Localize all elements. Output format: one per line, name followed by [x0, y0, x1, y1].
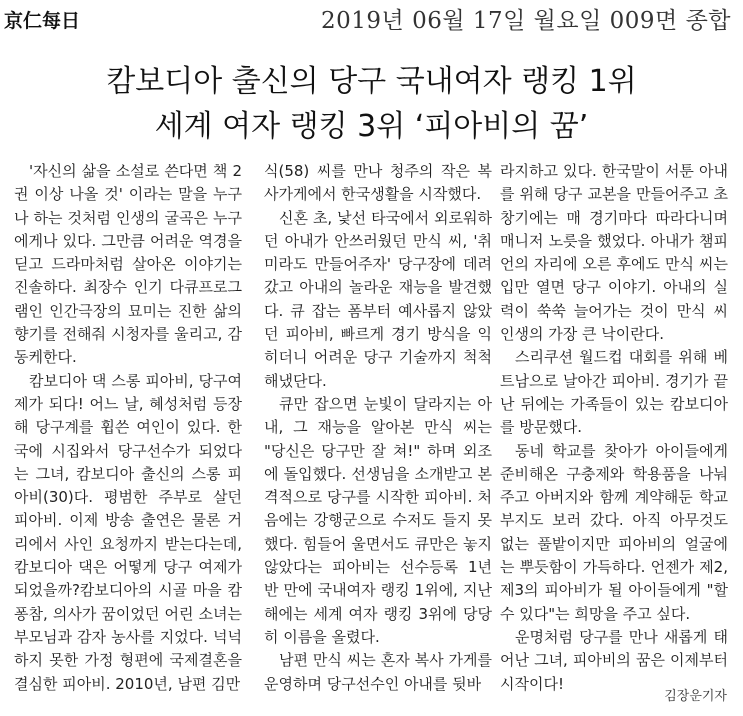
paragraph: 식(58) 씨를 만나 청주의 작은 복사가게에서 한국생활을 시작했다. — [264, 162, 492, 204]
paragraph: 운명처럼 당구를 만나 새롭게 태어난 그녀, 피아비의 꿈은 이제부터 시작이다! — [500, 627, 728, 693]
paragraph: '자신의 삶을 소설로 쓴다면 책 2권 이상 나올 것' 이라는 말을 누구나 하는 것처럼 인생의 굴곡은 누구에게나 있다. 그만큼 어려운 역경을 딛고 드라마처럼 살아온 이야기는 진솔하다. 최장수 인기 다큐프로그램인 인간극장의 묘미는 진한 삶의 향기를 전해줘 시청자를 울리고, 감동케한다. — [14, 162, 242, 367]
headline-line-1: 캄보디아 출신의 당구 국내여자 랭킹 1위 — [106, 64, 637, 99]
byline: 김장운기자 — [664, 689, 727, 704]
paragraph: 큐만 잡으면 눈빛이 달라지는 아내, 그 재능을 알아본 만식 씨는 "당신은 당구만 잘 쳐!" 하며 외조에 돌입했다. 선생님을 소개받고 본격적으로 당구를 시작한 피아비. 처음에는 강행군으로 수저도 들지 못했다. 힘들어 울면서도 큐만은 놓지 않았다는 피아비는 선수등록 1년 반 만에 국내여자 랭킹 1위에, 지난해에는 세계 여자 랭킹 3위에 당당히 이름을 올렸다. — [264, 394, 492, 646]
paragraph: 스리쿠션 월드컵 대회를 위해 베트남으로 날아간 피아비. 경기가 끝난 뒤에는 가족들이 있는 캄보디아를 방문했다. — [500, 348, 728, 437]
newspaper-logo: 京仁每日 — [4, 10, 81, 32]
headline-line-2: 세계 여자 랭킹 3위 ‘피아비의 꿈’ — [154, 109, 589, 144]
dateline: 2019년 06월 17일 월요일 009면 종합 — [321, 8, 731, 34]
paragraph: 캄보디아 댁 스롱 피아비, 당구여제가 되다! 어느 날, 혜성처럼 등장해 당구계를 휩쓴 여인이 있다. 한국에 시집와서 당구선수가 되었다는 그녀, 캄보디아 출신의 스롱 피아비(30)다. 평범한 주부로 살던 피아비. 이제 방송 출연은 물론 거리에서 사인 요청까지 받는다는데, 캄보디아 댁은 어떻게 당구 여제가 되었을까?캄보디아의 시골 마을 캄퐁참, 의사가 꿈이었던 어린 소녀는 부모님과 감자 농사를 지었다. 넉넉하지 못한 가정 형편에 국제결혼을 결심한 피아비. 2010년, 남편 김만 — [14, 371, 242, 693]
paragraph: 동네 학교를 찾아가 아이들에게 준비해온 구충제와 학용품을 나눠주고 아버지와 함께 계약해둔 학교 부지도 보러 갔다. 아직 아무것도 없는 풀밭이지만 피아비의 얼굴에는 뿌듯함이 가득하다. 언젠가 제2, 제3의 피아비가 될 아이들에게 "할 수 있다"는 희망을 주고 싶다. — [500, 441, 728, 623]
article-column-1 — [14, 160, 242, 696]
paragraph: 라지하고 있다. 한국말이 서툰 아내를 위해 당구 교본을 만들어주고 초창기에는 매 경기마다 따라다니며 매니저 노릇을 했었다. 아내가 챔피언의 자리에 오른 후에도 만식 씨는 입만 열면 당구 이야기. 아내의 실력이 쑥쑥 늘어가는 것이 만식 씨 인생의 가장 큰 낙이란다. — [500, 162, 728, 344]
article-column-3 — [500, 160, 728, 696]
paragraph: 남편 만식 씨는 혼자 복사 가게를 운영하며 당구선수인 아내를 뒷바 — [264, 651, 492, 693]
paragraph: 신혼 초, 낯선 타국에서 외로워하던 아내가 안쓰러웠던 만식 씨, '취미라도 만들어주자' 당구장에 데려갔고 아내의 놀라운 재능을 발견했다. 큐 잡는 폼부터 예사롭지 않았던 피아비, 빠르게 경기 방식을 익히더니 어려운 당구 기술까지 척척 해냈단다. — [264, 208, 492, 390]
article-column-2 — [264, 160, 492, 696]
masthead — [0, 0, 743, 38]
